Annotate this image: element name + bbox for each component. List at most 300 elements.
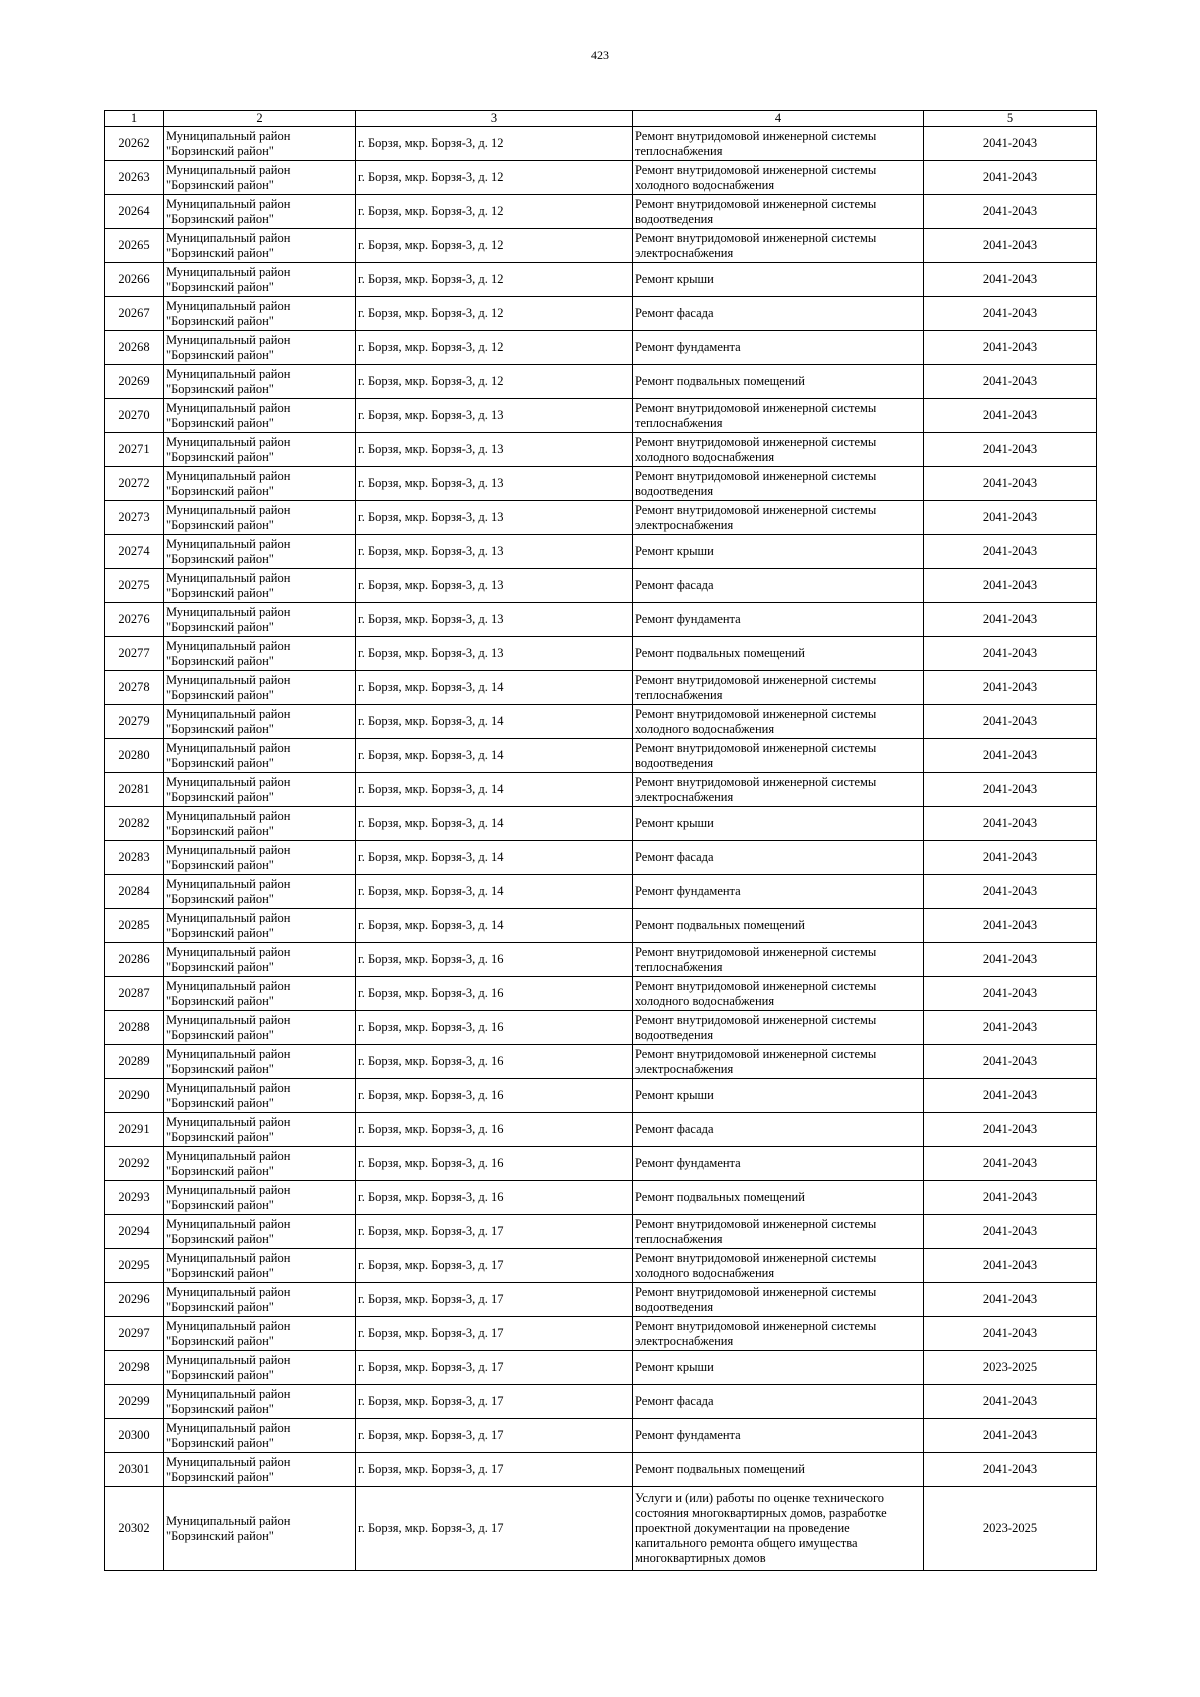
address-cell: г. Борзя, мкр. Борзя-3, д. 16 [356,1045,633,1079]
work-type-cell-line: Ремонт внутридомовой инженерной системы [635,162,877,177]
work-type-cell-line: Ремонт внутридомовой инженерной системы [635,944,877,959]
row-number-cell: 20269 [105,365,164,399]
table-row [105,603,1097,637]
address-cell: г. Борзя, мкр. Борзя-3, д. 16 [356,1113,633,1147]
district-cell [164,1249,356,1283]
district-cell-line: Муниципальный район [166,1513,291,1528]
work-type-cell-line: Ремонт внутридомовой инженерной системы [635,706,877,721]
work-type-cell-line: водоотведения [635,211,714,226]
district-cell [164,195,356,229]
table-row [105,127,1097,161]
district-cell-line: "Борзинский район" [166,687,274,702]
district-cell-line: Муниципальный район [166,1182,291,1197]
row-number-cell: 20263 [105,161,164,195]
district-cell-line: "Борзинский район" [166,1401,274,1416]
district-cell-line: Муниципальный район [166,1352,291,1367]
table-row [105,297,1097,331]
table-row [105,637,1097,671]
address-cell: г. Борзя, мкр. Борзя-3, д. 12 [356,195,633,229]
address-cell: г. Борзя, мкр. Борзя-3, д. 12 [356,127,633,161]
work-type-cell-line: теплоснабжения [635,959,723,974]
work-type-cell-line: Ремонт фундамента [635,340,741,354]
work-type-cell-line: Ремонт фасада [635,578,714,592]
work-type-cell-line: Ремонт внутридомовой инженерной системы [635,1250,877,1265]
work-type-cell-line: Ремонт подвальных помещений [635,1190,805,1204]
row-number-cell: 20266 [105,263,164,297]
period-cell: 2041-2043 [924,603,1097,637]
period-cell: 2041-2043 [924,1453,1097,1487]
district-cell-line: Муниципальный район [166,332,291,347]
district-cell [164,569,356,603]
period-cell: 2041-2043 [924,671,1097,705]
district-cell [164,603,356,637]
column-header-1: 1 [105,111,164,127]
district-cell-line: "Борзинский район" [166,1333,274,1348]
district-cell-line: "Борзинский район" [166,891,274,906]
work-type-cell-line: состояния многоквартирных домов, разработке [635,1506,887,1520]
work-type-cell-line: Ремонт внутридомовой инженерной системы [635,774,877,789]
work-type-cell [633,1317,924,1351]
district-cell-line: "Борзинский район" [166,1231,274,1246]
address-cell: г. Борзя, мкр. Борзя-3, д. 13 [356,535,633,569]
table-row [105,399,1097,433]
address-cell: г. Борзя, мкр. Борзя-3, д. 14 [356,773,633,807]
district-cell [164,1487,356,1571]
row-number-cell: 20284 [105,875,164,909]
district-cell-line: "Борзинский район" [166,211,274,226]
district-cell-line: "Борзинский район" [166,653,274,668]
period-cell: 2041-2043 [924,1385,1097,1419]
row-number-cell: 20296 [105,1283,164,1317]
address-cell: г. Борзя, мкр. Борзя-3, д. 12 [356,331,633,365]
district-cell-line: Муниципальный район [166,1012,291,1027]
address-cell: г. Борзя, мкр. Борзя-3, д. 14 [356,841,633,875]
period-cell: 2023-2025 [924,1351,1097,1385]
work-type-cell [633,739,924,773]
district-cell-line: "Борзинский район" [166,313,274,328]
address-cell: г. Борзя, мкр. Борзя-3, д. 14 [356,671,633,705]
table-row [105,1385,1097,1419]
period-cell: 2041-2043 [924,739,1097,773]
period-cell: 2041-2043 [924,433,1097,467]
address-cell: г. Борзя, мкр. Борзя-3, д. 16 [356,1079,633,1113]
district-cell [164,1181,356,1215]
address-cell: г. Борзя, мкр. Борзя-3, д. 16 [356,1147,633,1181]
table-row [105,365,1097,399]
address-cell: г. Борзя, мкр. Борзя-3, д. 17 [356,1283,633,1317]
table-row [105,195,1097,229]
district-cell-line: Муниципальный район [166,400,291,415]
column-header-3: 3 [356,111,633,127]
district-cell-line: Муниципальный район [166,196,291,211]
work-type-cell-line: Ремонт крыши [635,1088,714,1102]
work-type-cell-line: теплоснабжения [635,1231,723,1246]
row-number-cell: 20272 [105,467,164,501]
district-cell-line: Муниципальный район [166,1454,291,1469]
address-cell: г. Борзя, мкр. Борзя-3, д. 17 [356,1351,633,1385]
work-type-cell [633,433,924,467]
district-cell [164,501,356,535]
period-cell: 2041-2043 [924,1283,1097,1317]
district-cell [164,1317,356,1351]
address-cell: г. Борзя, мкр. Борзя-3, д. 17 [356,1453,633,1487]
table-row [105,773,1097,807]
district-cell [164,977,356,1011]
row-number-cell: 20283 [105,841,164,875]
period-cell: 2041-2043 [924,1215,1097,1249]
work-type-cell [633,603,924,637]
district-cell-line: "Борзинский район" [166,755,274,770]
table-row [105,943,1097,977]
work-type-cell-line: Ремонт крыши [635,272,714,286]
work-type-cell-line: Ремонт фундамента [635,612,741,626]
district-cell [164,671,356,705]
work-type-cell [633,1011,924,1045]
work-type-cell-line: Ремонт подвальных помещений [635,918,805,932]
district-cell-line: Муниципальный район [166,1148,291,1163]
row-number-cell: 20262 [105,127,164,161]
district-cell-line: Муниципальный район [166,536,291,551]
address-cell: г. Борзя, мкр. Борзя-3, д. 14 [356,705,633,739]
address-cell: г. Борзя, мкр. Борзя-3, д. 13 [356,603,633,637]
row-number-cell: 20288 [105,1011,164,1045]
district-cell-line: "Борзинский район" [166,1163,274,1178]
work-type-cell-line: многоквартирных домов [635,1551,766,1565]
table-row [105,977,1097,1011]
capital-repair-table [104,110,1097,1571]
work-type-cell [633,841,924,875]
row-number-cell: 20289 [105,1045,164,1079]
work-type-cell [633,1045,924,1079]
work-type-cell [633,467,924,501]
work-type-cell-line: Услуги и (или) работы по оценке технического [635,1491,885,1505]
address-cell: г. Борзя, мкр. Борзя-3, д. 12 [356,229,633,263]
district-cell [164,127,356,161]
table-row [105,535,1097,569]
period-cell: 2041-2043 [924,263,1097,297]
row-number-cell: 20275 [105,569,164,603]
district-cell-line: Муниципальный район [166,604,291,619]
district-cell [164,1113,356,1147]
period-cell: 2041-2043 [924,1011,1097,1045]
work-type-cell-line: Ремонт внутридомовой инженерной системы [635,1284,877,1299]
row-number-cell: 20291 [105,1113,164,1147]
period-cell: 2041-2043 [924,569,1097,603]
work-type-cell [633,229,924,263]
district-cell [164,909,356,943]
address-cell: г. Борзя, мкр. Борзя-3, д. 13 [356,399,633,433]
district-cell-line: "Борзинский район" [166,585,274,600]
row-number-cell: 20281 [105,773,164,807]
work-type-cell-line: теплоснабжения [635,415,723,430]
district-cell-line: Муниципальный район [166,1318,291,1333]
work-type-cell [633,263,924,297]
district-cell-line: Муниципальный район [166,1216,291,1231]
row-number-cell: 20270 [105,399,164,433]
work-type-cell-line: Ремонт внутридомовой инженерной системы [635,502,877,517]
district-cell-line: Муниципальный район [166,638,291,653]
district-cell-line: Муниципальный район [166,264,291,279]
district-cell-line: "Борзинский район" [166,1061,274,1076]
period-cell: 2041-2043 [924,943,1097,977]
work-type-cell-line: Ремонт внутридомовой инженерной системы [635,1012,877,1027]
district-cell-line: "Борзинский район" [166,1265,274,1280]
row-number-cell: 20300 [105,1419,164,1453]
work-type-cell-line: Ремонт фундамента [635,1428,741,1442]
period-cell: 2041-2043 [924,875,1097,909]
work-type-cell-line: водоотведения [635,1027,714,1042]
work-type-cell-line: Ремонт фасада [635,1394,714,1408]
column-header-5: 5 [924,111,1097,127]
work-type-cell [633,535,924,569]
period-cell: 2041-2043 [924,501,1097,535]
row-number-cell: 20294 [105,1215,164,1249]
address-cell: г. Борзя, мкр. Борзя-3, д. 16 [356,943,633,977]
work-type-cell [633,875,924,909]
work-type-cell-line: Ремонт внутридомовой инженерной системы [635,468,877,483]
period-cell: 2041-2043 [924,1249,1097,1283]
column-number-row [105,111,1097,127]
district-cell-line: "Борзинский район" [166,925,274,940]
row-number-cell: 20297 [105,1317,164,1351]
address-cell: г. Борзя, мкр. Борзя-3, д. 12 [356,365,633,399]
table-row [105,1283,1097,1317]
district-cell [164,433,356,467]
district-cell [164,1215,356,1249]
period-cell: 2041-2043 [924,365,1097,399]
row-number-cell: 20301 [105,1453,164,1487]
table-row [105,1351,1097,1385]
district-cell-line: "Борзинский район" [166,551,274,566]
district-cell-line: "Борзинский район" [166,823,274,838]
table-row [105,1419,1097,1453]
district-cell [164,705,356,739]
work-type-cell-line: Ремонт подвальных помещений [635,646,805,660]
district-cell-line: Муниципальный район [166,1420,291,1435]
work-type-cell [633,705,924,739]
work-type-cell-line: Ремонт фасада [635,306,714,320]
district-cell-line: Муниципальный район [166,978,291,993]
district-cell-line: "Борзинский район" [166,1027,274,1042]
district-cell-line: Муниципальный район [166,774,291,789]
table-row [105,1113,1097,1147]
district-cell [164,263,356,297]
address-cell: г. Борзя, мкр. Борзя-3, д. 13 [356,467,633,501]
work-type-cell [633,671,924,705]
district-cell [164,331,356,365]
row-number-cell: 20286 [105,943,164,977]
work-type-cell [633,331,924,365]
district-cell [164,807,356,841]
work-type-cell-line: Ремонт подвальных помещений [635,1462,805,1476]
address-cell: г. Борзя, мкр. Борзя-3, д. 12 [356,161,633,195]
district-cell-line: "Борзинский район" [166,993,274,1008]
work-type-cell [633,637,924,671]
table-row [105,1215,1097,1249]
table-row [105,229,1097,263]
work-type-cell [633,195,924,229]
district-cell [164,1079,356,1113]
work-type-cell-line: Ремонт фасада [635,1122,714,1136]
work-type-cell-line: капитального ремонта общего имущества [635,1536,858,1550]
row-number-cell: 20292 [105,1147,164,1181]
period-cell: 2041-2043 [924,399,1097,433]
table-row [105,1317,1097,1351]
table-body [105,127,1097,1571]
table-row [105,807,1097,841]
work-type-cell-line: Ремонт крыши [635,816,714,830]
table-row [105,1453,1097,1487]
table-row [105,161,1097,195]
district-cell-line: "Борзинский район" [166,415,274,430]
period-cell: 2041-2043 [924,705,1097,739]
row-number-cell: 20280 [105,739,164,773]
period-cell: 2041-2043 [924,535,1097,569]
row-number-cell: 20271 [105,433,164,467]
district-cell [164,637,356,671]
table-row [105,671,1097,705]
district-cell-line: "Борзинский район" [166,857,274,872]
district-cell-line: Муниципальный район [166,298,291,313]
work-type-cell-line: Ремонт фундамента [635,884,741,898]
work-type-cell [633,1113,924,1147]
period-cell: 2041-2043 [924,977,1097,1011]
work-type-cell-line: Ремонт внутридомовой инженерной системы [635,128,877,143]
district-cell-line: Муниципальный район [166,1284,291,1299]
district-cell [164,297,356,331]
row-number-cell: 20293 [105,1181,164,1215]
row-number-cell: 20285 [105,909,164,943]
table-row [105,739,1097,773]
table-row [105,841,1097,875]
table-row [105,1011,1097,1045]
period-cell: 2041-2043 [924,195,1097,229]
work-type-cell-line: Ремонт внутридомовой инженерной системы [635,400,877,415]
work-type-cell-line: Ремонт внутридомовой инженерной системы [635,672,877,687]
work-type-cell [633,501,924,535]
district-cell-line: Муниципальный район [166,808,291,823]
work-type-cell-line: холодного водоснабжения [635,449,775,464]
period-cell: 2023-2025 [924,1487,1097,1571]
work-type-cell [633,1079,924,1113]
work-type-cell-line: Ремонт внутридомовой инженерной системы [635,434,877,449]
district-cell [164,1351,356,1385]
work-type-cell-line: электроснабжения [635,1061,734,1076]
work-type-cell [633,1385,924,1419]
work-type-cell-line: Ремонт внутридомовой инженерной системы [635,978,877,993]
district-cell-line: Муниципальный район [166,366,291,381]
district-cell-line: "Борзинский район" [166,381,274,396]
table-row [105,705,1097,739]
district-cell [164,773,356,807]
work-type-cell-line: Ремонт внутридомовой инженерной системы [635,740,877,755]
district-cell-line: Муниципальный район [166,944,291,959]
period-cell: 2041-2043 [924,229,1097,263]
address-cell: г. Борзя, мкр. Борзя-3, д. 13 [356,569,633,603]
address-cell: г. Борзя, мкр. Борзя-3, д. 14 [356,807,633,841]
address-cell: г. Борзя, мкр. Борзя-3, д. 14 [356,909,633,943]
table-row [105,1487,1097,1571]
table-row [105,263,1097,297]
district-cell-line: Муниципальный район [166,162,291,177]
district-cell [164,943,356,977]
address-cell: г. Борзя, мкр. Борзя-3, д. 17 [356,1215,633,1249]
address-cell: г. Борзя, мкр. Борзя-3, д. 16 [356,1011,633,1045]
work-type-cell [633,161,924,195]
address-cell: г. Борзя, мкр. Борзя-3, д. 13 [356,501,633,535]
district-cell-line: "Борзинский район" [166,1528,274,1543]
work-type-cell [633,807,924,841]
row-number-cell: 20290 [105,1079,164,1113]
district-cell-line: Муниципальный район [166,1386,291,1401]
district-cell-line: "Борзинский район" [166,959,274,974]
district-cell-line: "Борзинский район" [166,1367,274,1382]
district-cell-line: Муниципальный район [166,842,291,857]
work-type-cell [633,1147,924,1181]
district-cell-line: Муниципальный район [166,502,291,517]
row-number-cell: 20299 [105,1385,164,1419]
address-cell: г. Борзя, мкр. Борзя-3, д. 17 [356,1385,633,1419]
table-row [105,1147,1097,1181]
row-number-cell: 20295 [105,1249,164,1283]
row-number-cell: 20273 [105,501,164,535]
district-cell-line: "Борзинский район" [166,483,274,498]
table-row [105,331,1097,365]
district-cell-line: "Борзинский район" [166,1197,274,1212]
address-cell: г. Борзя, мкр. Борзя-3, д. 17 [356,1487,633,1571]
work-type-cell-line: Ремонт внутридомовой инженерной системы [635,1318,877,1333]
district-cell-line: Муниципальный район [166,876,291,891]
district-cell-line: Муниципальный район [166,1080,291,1095]
work-type-cell-line: холодного водоснабжения [635,721,775,736]
period-cell: 2041-2043 [924,909,1097,943]
row-number-cell: 20264 [105,195,164,229]
work-type-cell-line: проектной документации на проведение [635,1521,850,1535]
district-cell [164,1283,356,1317]
address-cell: г. Борзя, мкр. Борзя-3, д. 17 [356,1249,633,1283]
address-cell: г. Борзя, мкр. Борзя-3, д. 14 [356,875,633,909]
table-row [105,1045,1097,1079]
district-cell-line: Муниципальный район [166,570,291,585]
period-cell: 2041-2043 [924,841,1097,875]
row-number-cell: 20265 [105,229,164,263]
work-type-cell [633,365,924,399]
row-number-cell: 20302 [105,1487,164,1571]
address-cell: г. Борзя, мкр. Борзя-3, д. 13 [356,433,633,467]
work-type-cell [633,569,924,603]
address-cell: г. Борзя, мкр. Борзя-3, д. 16 [356,1181,633,1215]
district-cell-line: "Борзинский район" [166,177,274,192]
district-cell-line: "Борзинский район" [166,279,274,294]
work-type-cell [633,1351,924,1385]
row-number-cell: 20278 [105,671,164,705]
row-number-cell: 20298 [105,1351,164,1385]
work-type-cell-line: Ремонт подвальных помещений [635,374,805,388]
period-cell: 2041-2043 [924,467,1097,501]
district-cell-line: "Борзинский район" [166,1299,274,1314]
district-cell-line: Муниципальный район [166,740,291,755]
work-type-cell [633,297,924,331]
period-cell: 2041-2043 [924,1113,1097,1147]
address-cell: г. Борзя, мкр. Борзя-3, д. 14 [356,739,633,773]
row-number-cell: 20276 [105,603,164,637]
work-type-cell-line: электроснабжения [635,245,734,260]
row-number-cell: 20267 [105,297,164,331]
table-row [105,433,1097,467]
district-cell-line: "Борзинский район" [166,1095,274,1110]
work-type-cell-line: холодного водоснабжения [635,177,775,192]
column-header-2: 2 [164,111,356,127]
